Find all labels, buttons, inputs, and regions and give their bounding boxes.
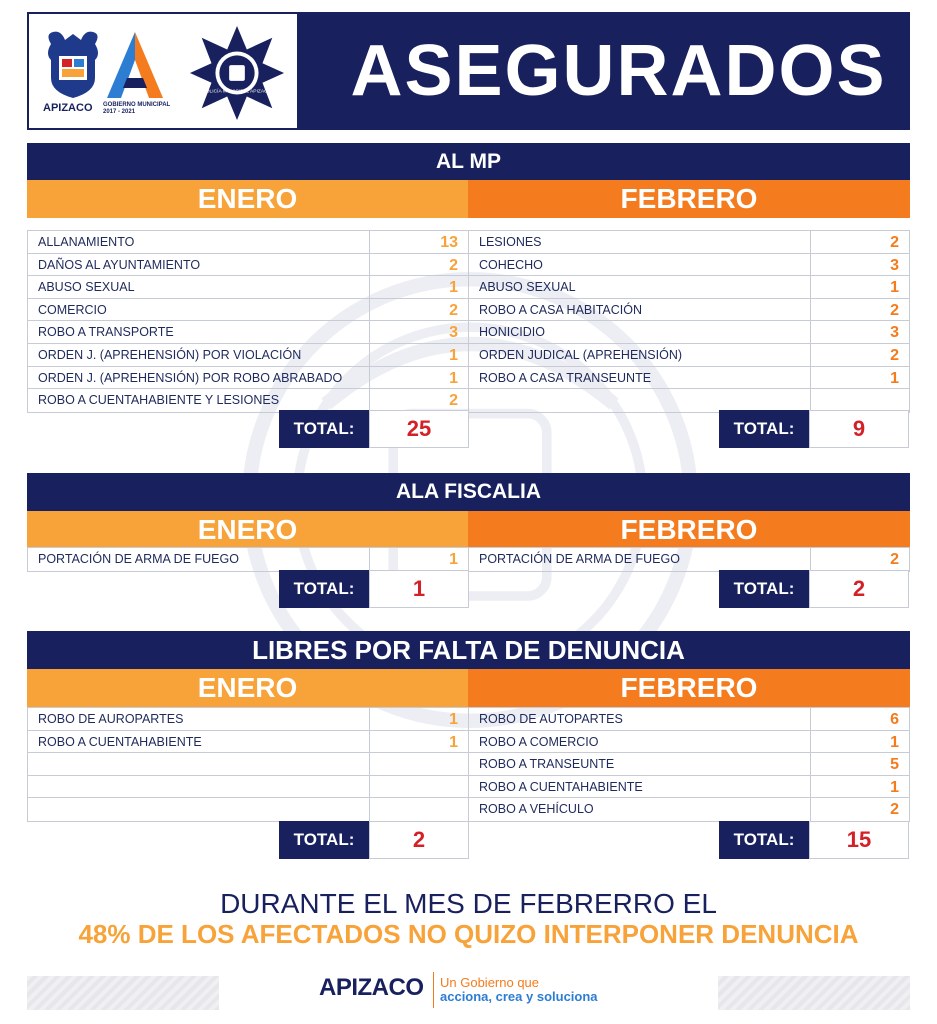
footer-brand-divider bbox=[433, 972, 434, 1008]
table-row: ROBO A CUENTAHABIENTE 1 bbox=[28, 731, 468, 754]
table-row: COHECHO 3 bbox=[469, 254, 909, 277]
table-row: ABUSO SEXUAL 1 bbox=[28, 276, 468, 299]
table-al-mp-febrero bbox=[468, 230, 910, 413]
table-row: ROBO A TRANSEUNTE 5 bbox=[469, 753, 909, 776]
logo-city-name: APIZACO bbox=[43, 102, 93, 114]
total-label: TOTAL: bbox=[279, 570, 369, 608]
table-row bbox=[28, 798, 468, 821]
footer-statement-line1: DURANTE EL MES DE FEBRERRO EL bbox=[220, 888, 717, 919]
logo-panel bbox=[27, 12, 299, 130]
table-row bbox=[28, 753, 468, 776]
table-row: HONICIDIO 3 bbox=[469, 321, 909, 344]
table-row: ROBO A TRANSPORTE 3 bbox=[28, 321, 468, 344]
total-fiscalia-febrero bbox=[719, 570, 909, 608]
table-row: ROBO DE AUROPARTES 1 bbox=[28, 708, 468, 731]
table-row: ROBO DE AUTOPARTES 6 bbox=[469, 708, 909, 731]
table-row: ROBO A CASA TRANSEUNTE 1 bbox=[469, 367, 909, 390]
header-banner bbox=[27, 12, 910, 130]
table-row: ALLANAMIENTO 13 bbox=[28, 231, 468, 254]
table-row: ORDEN J. (APREHENSIÓN) POR VIOLACIÓN 1 bbox=[28, 344, 468, 367]
table-row: ORDEN JUDICAL (APREHENSIÓN) 2 bbox=[469, 344, 909, 367]
section-title-al-mp: AL MP bbox=[27, 143, 910, 180]
total-label: TOTAL: bbox=[719, 821, 809, 859]
table-row: ABUSO SEXUAL 1 bbox=[469, 276, 909, 299]
month-header-febrero: FEBRERO bbox=[468, 180, 910, 218]
total-value: 15 bbox=[809, 821, 909, 859]
month-header-febrero: FEBRERO bbox=[468, 511, 910, 548]
page-title: ASEGURADOS bbox=[350, 31, 887, 111]
total-label: TOTAL: bbox=[279, 821, 369, 859]
table-row: PORTACIÓN DE ARMA DE FUEGO 2 bbox=[469, 548, 909, 571]
table-row: ROBO A CUENTAHABIENTE 1 bbox=[469, 776, 909, 799]
table-fiscalia-febrero bbox=[468, 547, 910, 572]
table-row bbox=[469, 389, 909, 412]
table-row: ORDEN J. (APREHENSIÓN) POR ROBO ABRABADO 1 bbox=[28, 367, 468, 390]
table-row: ROBO A VEHÍCULO 2 bbox=[469, 798, 909, 821]
police-badge-text: POLICÍA MUNICIPAL APIZACO bbox=[202, 89, 272, 95]
total-libres-enero bbox=[279, 821, 469, 859]
month-header-enero: ENERO bbox=[27, 511, 468, 548]
total-value: 1 bbox=[369, 570, 469, 608]
table-row: ROBO A CASA HABITACIÓN 2 bbox=[469, 299, 909, 322]
table-row bbox=[28, 776, 468, 799]
table-row: DAÑOS AL AYUNTAMIENTO 2 bbox=[28, 254, 468, 277]
total-value: 9 bbox=[809, 410, 909, 448]
footer-decor-left bbox=[27, 976, 219, 1010]
total-label: TOTAL: bbox=[719, 570, 809, 608]
total-label: TOTAL: bbox=[719, 410, 809, 448]
table-row: COMERCIO 2 bbox=[28, 299, 468, 322]
table-libres-enero bbox=[27, 707, 469, 822]
police-star-badge-icon bbox=[187, 24, 287, 122]
logo-gov-text: GOBIERNO MUNICIPAL 2017 - 2021 bbox=[103, 102, 171, 115]
city-coat-of-arms-icon bbox=[43, 30, 103, 100]
total-al-mp-enero bbox=[279, 410, 469, 448]
table-row: LESIONES 2 bbox=[469, 231, 909, 254]
total-value: 2 bbox=[809, 570, 909, 608]
footer-slogan-line2: acciona, crea y soluciona bbox=[440, 989, 598, 1004]
footer-brand-logo: APIZACO bbox=[319, 974, 424, 1001]
table-libres-febrero bbox=[468, 707, 910, 822]
total-value: 25 bbox=[369, 410, 469, 448]
section-title-ala-fiscalia: ALA FISCALIA bbox=[27, 473, 910, 511]
total-value: 2 bbox=[369, 821, 469, 859]
table-al-mp-enero bbox=[27, 230, 469, 413]
total-label: TOTAL: bbox=[279, 410, 369, 448]
total-libres-febrero bbox=[719, 821, 909, 859]
total-al-mp-febrero bbox=[719, 410, 909, 448]
total-fiscalia-enero bbox=[279, 570, 469, 608]
month-header-febrero: FEBRERO bbox=[468, 669, 910, 707]
table-row: ROBO A CUENTAHABIENTE Y LESIONES 2 bbox=[28, 389, 468, 412]
table-fiscalia-enero bbox=[27, 547, 469, 572]
gov-a-logo-icon bbox=[105, 30, 165, 100]
footer-slogan-line1: Un Gobierno que bbox=[440, 975, 540, 990]
table-row: ROBO A COMERCIO 1 bbox=[469, 731, 909, 754]
section-title-libres: LIBRES POR FALTA DE DENUNCIA bbox=[27, 631, 910, 669]
footer-statement-line2: 48% DE LOS AFECTADOS NO QUIZO INTERPONER DENUNCIA bbox=[78, 919, 859, 949]
month-header-enero: ENERO bbox=[27, 180, 468, 218]
table-row: PORTACIÓN DE ARMA DE FUEGO 1 bbox=[28, 548, 468, 571]
footer-decor-right bbox=[718, 976, 910, 1010]
month-header-enero: ENERO bbox=[27, 669, 468, 707]
